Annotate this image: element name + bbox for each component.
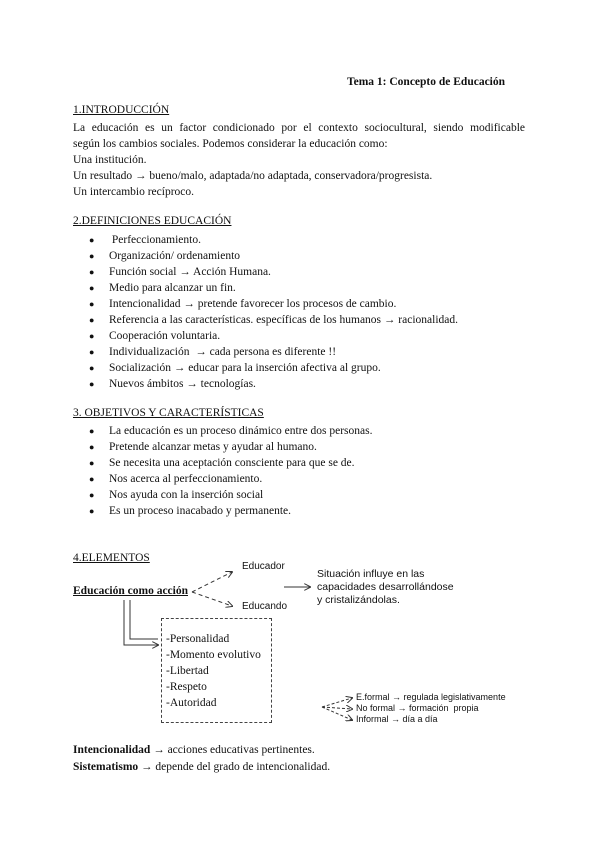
list-item: ● Nos acerca al perfeccionamiento. xyxy=(89,473,263,485)
intro-line: Un resultado → bueno/malo, adaptada/no adaptada, conservadora/progresista. xyxy=(73,170,433,182)
intro-line: Una institución. xyxy=(73,154,147,166)
bullet-icon: ● xyxy=(89,442,95,452)
page-title: Tema 1: Concepto de Educación xyxy=(347,76,506,88)
diagram-educando: Educando xyxy=(242,601,288,612)
connector-inner xyxy=(130,600,158,639)
list-item: ● Es un proceso inacabado y permanente. xyxy=(89,505,292,517)
bullet-icon: ● xyxy=(89,458,95,468)
diagram-educador: Educador xyxy=(242,561,285,572)
bullet-icon: ● xyxy=(89,315,95,325)
section-heading-introduccion: 1.INTRODUCCIÓN xyxy=(73,104,170,116)
bullet-icon: ● xyxy=(89,235,95,245)
list-item: -Libertad xyxy=(166,665,209,677)
diagram-situacion-line: capacidades desarrollándose xyxy=(317,581,454,593)
list-item: ● Organización/ ordenamiento xyxy=(89,250,241,262)
bullet-icon: ● xyxy=(89,490,95,500)
footer-text: → depende del grado de intencionalidad. xyxy=(138,761,331,773)
arrow-tipo-noformal xyxy=(322,707,352,709)
footer-term: Sistematismo xyxy=(73,761,139,773)
bullet-icon: ● xyxy=(89,283,95,293)
section-heading-objetivos: 3. OBJETIVOS Y CARACTERÍSTICAS xyxy=(73,407,264,419)
list-item: ● Cooperación voluntaria. xyxy=(89,330,221,342)
arrow-tipo-formal xyxy=(322,698,352,707)
list-item: ● Perfeccionamiento. xyxy=(89,234,201,246)
arrow-to-educador xyxy=(192,572,232,592)
arrow-to-educando xyxy=(192,592,232,606)
bullet-icon: ● xyxy=(89,331,95,341)
diagram-main-label: Educación como acción xyxy=(73,585,188,597)
diagram-situacion-line: y cristalizándolas. xyxy=(317,594,400,606)
list-item: ● Función social → Acción Humana. xyxy=(89,266,271,278)
section-heading-elementos: 4.ELEMENTOS xyxy=(73,552,150,564)
footer-text: → acciones educativas pertinentes. xyxy=(150,744,315,756)
bullet-icon: ● xyxy=(89,251,95,261)
footer-term: Intencionalidad xyxy=(73,744,151,756)
bullet-icon: ● xyxy=(89,474,95,484)
list-item: E.formal → regulada legislativamente xyxy=(356,692,506,702)
list-item: ● Medio para alcanzar un fin. xyxy=(89,282,236,294)
diagram-situacion-line: Situación influye en las xyxy=(317,568,425,580)
bullet-icon: ● xyxy=(89,267,95,277)
section-heading-definiciones: 2.DEFINICIONES EDUCACIÓN xyxy=(73,215,232,227)
intro-paragraph-line: según los cambios sociales. Podemos considerar la educación como: xyxy=(73,138,388,150)
bullet-icon: ● xyxy=(89,506,95,516)
list-item: ● Intencionalidad → pretende favorecer los procesos de cambio. xyxy=(89,298,397,310)
list-item: -Autoridad xyxy=(166,697,217,709)
bullet-icon: ● xyxy=(89,426,95,436)
list-item: ● Nuevos ámbitos → tecnologías. xyxy=(89,378,256,390)
list-item: ● Referencia a las características. específicas de los humanos → racionalidad. xyxy=(89,314,458,326)
list-item: Informal → día a día xyxy=(356,714,438,724)
list-item: ● La educación es un proceso dinámico entre dos personas. xyxy=(89,425,373,437)
list-item: ● Individualización → cada persona es diferente !! xyxy=(89,346,337,358)
bullet-icon: ● xyxy=(89,379,95,389)
list-item: -Momento evolutivo xyxy=(166,649,261,661)
diagram-factors-box xyxy=(161,618,272,723)
intro-paragraph-line: La educación es un factor condicionado por el contexto sociocultural, siendo modificable xyxy=(73,122,525,134)
footer-line-intencionalidad xyxy=(73,744,315,756)
footer-line-sistematismo xyxy=(73,761,330,773)
list-item: ● Nos ayuda con la inserción social xyxy=(89,489,264,501)
intro-line: Un intercambio recíproco. xyxy=(73,186,195,198)
connector-outer xyxy=(124,600,158,645)
diagram-situacion xyxy=(317,568,454,607)
list-item: No formal → formación propia xyxy=(356,703,479,713)
bullet-icon: ● xyxy=(89,347,95,357)
bullet-icon: ● xyxy=(89,299,95,309)
bullet-icon: ● xyxy=(89,363,95,373)
list-item: ● Pretende alcanzar metas y ayudar al humano. xyxy=(89,441,317,453)
list-item: -Personalidad xyxy=(166,633,230,645)
diagram-tipos xyxy=(356,692,506,725)
list-item: ● Se necesita una aceptación consciente para que se de. xyxy=(89,457,355,469)
list-item: -Respeto xyxy=(166,681,207,693)
list-item: ● Socialización → educar para la inserción afectiva al grupo. xyxy=(89,362,381,374)
